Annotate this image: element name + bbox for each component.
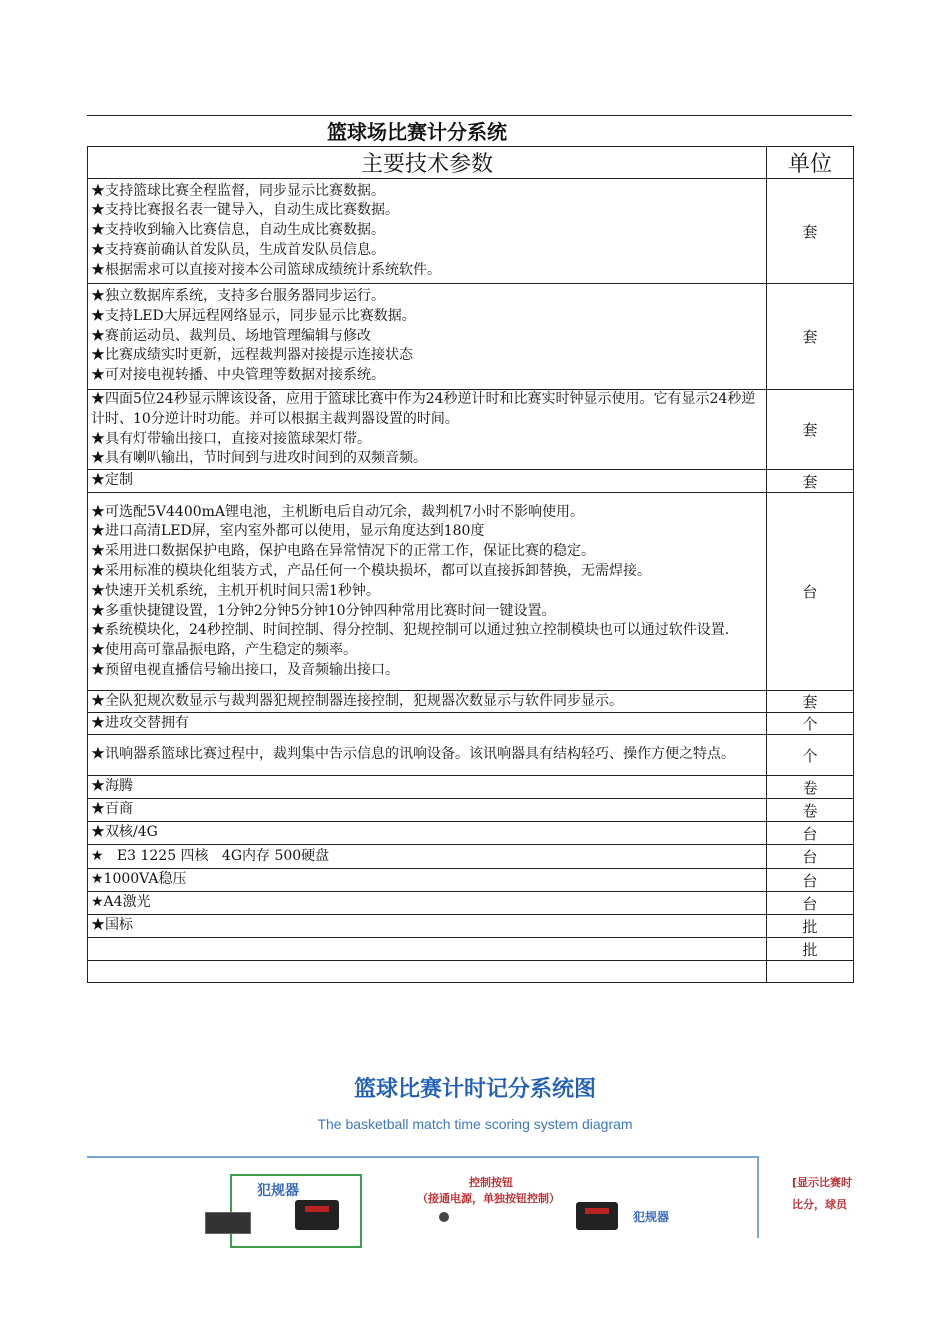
table-header-row [88, 147, 854, 179]
table-row [88, 284, 854, 390]
row-params: ★可选配5V4400mA锂电池，主机断电后自动冗余，裁判机7小时不影响使用。 ★进口高清LED屏，室内室外都可以使用，显示角度达到180度 ★采用进口数据保护电路，保护电路在异常情况下的正常工作，保证比赛的稳定。 ★采用标准的模块化组装方式，产品任何一个模块损坏，都可以直接拆卸替换，无需焊接。 ★快速开关机系统，主机开机时间只需1秒钟。 ★多重快捷键设置，1分钟2分钟5分钟10分钟四种常用比赛时间一键设置。 ★系统模块化，24秒控制、时间控制、得分控制、犯规控制可以通过独立控制模块也可以通过软件设置. ★使用高可靠晶振电路，产生稳定的频率。 ★预留电视直播信号输出接口，及音频输出接口。 [88, 493, 767, 691]
row-unit: 个 [767, 713, 854, 735]
row-unit: 个 [767, 735, 854, 776]
table-row [88, 822, 854, 845]
display-note-1: [显示比赛时 [792, 1176, 853, 1189]
table-row [88, 799, 854, 822]
system-diagram [87, 1156, 853, 1224]
table-row [88, 390, 854, 470]
table-row [88, 735, 854, 776]
row-params: ★全队犯规次数显示与裁判器犯规控制器连接控制，犯规器次数显示与软件同步显示。 [88, 691, 767, 713]
top-rule [87, 115, 852, 116]
foul-label-right: 犯规器 [633, 1210, 670, 1224]
display-note-2: 比分，球员 [792, 1198, 847, 1211]
diagram-subtitle: The basketball match time scoring system diagram [317, 1116, 633, 1132]
row-params: ★百商 [88, 799, 767, 822]
row-params [88, 961, 767, 983]
row-unit: 卷 [767, 799, 854, 822]
table-row [88, 938, 854, 961]
row-params: ★支持篮球比赛全程监督，同步显示比赛数据。 ★支持比赛报名表一键导入，自动生成比赛数据。 ★支持收到输入比赛信息，自动生成比赛数据。 ★支持赛前确认首发队员，生成首发队员信息。 ★根据需求可以直接对接本公司篮球成绩统计系统软件。 [88, 179, 767, 284]
row-unit: 台 [767, 493, 854, 691]
row-unit: 批 [767, 915, 854, 938]
row-unit: 套 [767, 179, 854, 284]
row-params: ★海腾 [88, 776, 767, 799]
row-params: ★讯响器系篮球比赛过程中，裁判集中告示信息的讯响设备。该讯响器具有结构轻巧、操作方便之特点。 [88, 735, 767, 776]
row-unit: 批 [767, 938, 854, 961]
row-unit: 台 [767, 845, 854, 869]
table-row [88, 776, 854, 799]
table-row [88, 892, 854, 915]
row-unit: 套 [767, 691, 854, 713]
control-knob-icon [439, 1212, 449, 1222]
control-button-label: 控制按钮 [469, 1176, 513, 1189]
row-params: ★独立数据库系统，支持多台服务器同步运行。 ★支持LED大屏远程网络显示，同步显示比赛数据。 ★赛前运动员、裁判员、场地管理编辑与修改 ★比赛成绩实时更新，远程裁判器对接提示连接状态 ★可对接电视转播、中央管理等数据对接系统。 [88, 284, 767, 390]
row-unit: 卷 [767, 776, 854, 799]
row-unit: 台 [767, 822, 854, 845]
row-unit: 套 [767, 470, 854, 493]
row-unit: 台 [767, 892, 854, 915]
table-row [88, 470, 854, 493]
row-params: ★国标 [88, 915, 767, 938]
header-params: 主要技术参数 [88, 147, 767, 179]
row-unit [767, 961, 854, 983]
table-row [88, 915, 854, 938]
header-unit: 单位 [767, 147, 854, 179]
foul-label-left: 犯规器 [257, 1183, 299, 1199]
table-row [88, 961, 854, 983]
row-unit: 套 [767, 390, 854, 470]
control-button-note: （接通电源，单独按钮控制） [417, 1192, 560, 1205]
table-row [88, 713, 854, 735]
row-unit: 套 [767, 284, 854, 390]
console-device-icon [205, 1212, 251, 1234]
foul-device-icon [295, 1200, 339, 1230]
table-row [88, 493, 854, 691]
row-params: ★四面5位24秒显示牌该设备，应用于篮球比赛中作为24秒逆计时和比赛实时钟显示使用。它有显示24秒逆计时、10分逆计时功能。并可以根据主裁判器设置的时间。 ★具有灯带输出接口，直接对接篮球架灯带。 ★具有喇叭输出，节时间到与进攻时间到的双频音频。 [88, 390, 767, 470]
row-params: ★定制 [88, 470, 767, 493]
table-row [88, 691, 854, 713]
row-params: ★双核/4G [88, 822, 767, 845]
table-row [88, 869, 854, 892]
spec-table [87, 146, 854, 983]
row-params: ★ E3 1225 四核 4G内存 500硬盘 [88, 845, 767, 869]
row-params [88, 938, 767, 961]
row-params: ★进攻交替拥有 [88, 713, 767, 735]
row-params: ★A4激光 [88, 892, 767, 915]
row-params: ★1000VA稳压 [88, 869, 767, 892]
diagram-title: 篮球比赛计时记分系统图 [353, 1077, 596, 1102]
row-unit: 台 [767, 869, 854, 892]
table-row [88, 845, 854, 869]
document-title: 篮球场比赛计分系统 [327, 120, 507, 144]
table-row [88, 179, 854, 284]
foul-device-icon-right [576, 1202, 618, 1230]
